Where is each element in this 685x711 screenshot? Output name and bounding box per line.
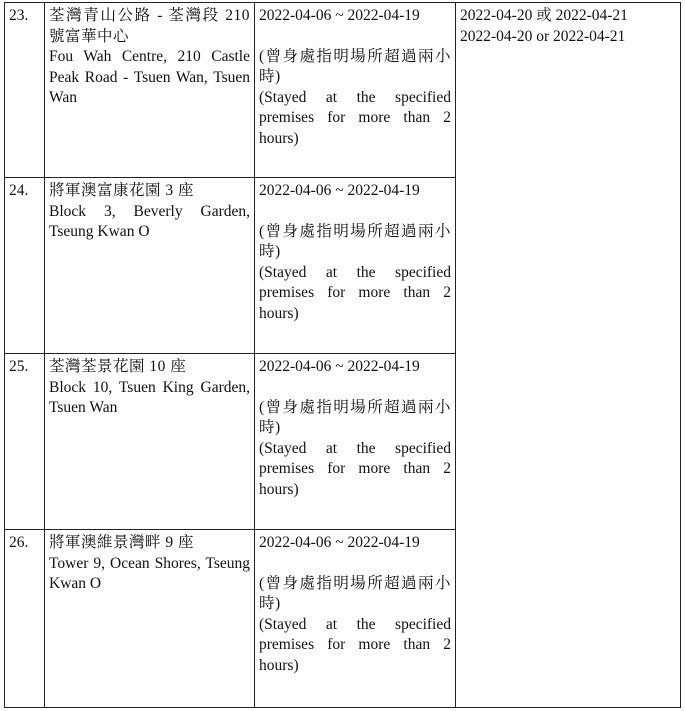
test-dates-zh: 2022-04-20 或 2022-04-21 [460, 7, 628, 24]
row-number: 26. [5, 530, 45, 708]
date-range: 2022-04-06 ~ 2022-04-19 [259, 534, 420, 551]
row-number: 24. [5, 178, 45, 354]
table-row [5, 3, 681, 178]
stay-note-en: (Stayed at the specified premises for more than 2 hours) [259, 88, 451, 147]
stay-note-en: (Stayed at the specified premises for more than 2 hours) [259, 615, 451, 674]
location-cell [45, 530, 255, 708]
date-cell [255, 530, 456, 708]
stay-note-zh: (曾身處指明場所超過兩小時) [259, 398, 451, 436]
date-cell [255, 178, 456, 354]
stay-note-en: (Stayed at the specified premises for more than 2 hours) [259, 263, 451, 322]
location-name-en: Block 3, Beverly Garden, Tseung Kwan O [49, 202, 250, 240]
test-dates-en: 2022-04-20 or 2022-04-21 [460, 27, 626, 45]
location-name-en: Fou Wah Centre, 210 Castle Peak Road - Tsuen Wan, Tsuen Wan [49, 48, 250, 106]
location-cell [45, 354, 255, 530]
date-range: 2022-04-06 ~ 2022-04-19 [259, 358, 420, 375]
location-cell [45, 3, 255, 178]
stay-note-zh: (曾身處指明場所超過兩小時) [259, 222, 451, 260]
location-cell [45, 178, 255, 354]
location-name-en: Tower 9, Ocean Shores, Tseung Kwan O [49, 554, 250, 592]
date-cell [255, 3, 456, 178]
row-number: 25. [5, 354, 45, 530]
location-name-zh: 將軍澳維景灣畔 9 座 [49, 534, 195, 551]
stay-note-zh: (曾身處指明場所超過兩小時) [259, 47, 451, 85]
date-cell [255, 354, 456, 530]
date-range: 2022-04-06 ~ 2022-04-19 [259, 182, 420, 199]
test-dates-cell [456, 3, 681, 708]
location-name-zh: 將軍澳富康花園 3 座 [49, 182, 195, 199]
stay-note-en: (Stayed at the specified premises for more than 2 hours) [259, 439, 451, 498]
location-name-zh: 荃灣荃景花園 10 座 [49, 358, 187, 375]
date-range: 2022-04-06 ~ 2022-04-19 [259, 7, 420, 24]
stay-note-zh: (曾身處指明場所超過兩小時) [259, 574, 451, 612]
row-number: 23. [5, 3, 45, 178]
location-name-zh: 荃灣青山公路 - 荃灣段 210 號富華中心 [49, 7, 250, 45]
location-name-en: Block 10, Tsuen King Garden, Tsuen Wan [49, 378, 250, 416]
premises-table [4, 2, 681, 708]
